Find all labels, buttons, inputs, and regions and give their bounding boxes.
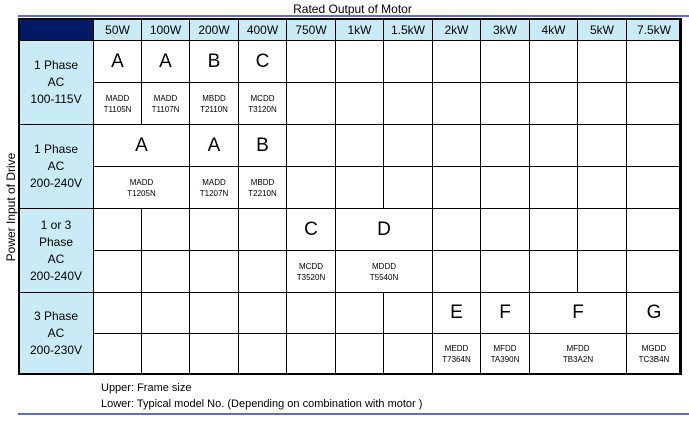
col-header-50w: 50W <box>94 19 142 41</box>
empty-cell <box>190 251 239 293</box>
model-cell: MEDD T7364N <box>433 334 481 375</box>
legend-lower: Lower: Typical model No. (Depending on combination with motor ) <box>101 398 423 410</box>
frame-cell: G <box>627 293 682 334</box>
empty-cell <box>94 251 142 293</box>
corner-cell <box>19 19 94 41</box>
empty-cell <box>433 209 481 251</box>
empty-cell <box>142 293 190 334</box>
empty-cell <box>287 41 336 83</box>
empty-cell <box>578 251 627 293</box>
col-header-5kw: 5kW <box>578 19 627 41</box>
empty-cell <box>336 125 384 167</box>
top-rule <box>18 15 689 17</box>
empty-cell <box>627 41 682 83</box>
model-cell: MBDD T2210N <box>239 167 287 209</box>
selection-table <box>18 18 682 375</box>
empty-cell <box>287 125 336 167</box>
bottom-rule <box>18 413 689 415</box>
empty-cell <box>530 83 578 125</box>
frame-cell: E <box>433 293 481 334</box>
col-header-750w: 750W <box>287 19 336 41</box>
empty-cell <box>94 293 142 334</box>
empty-cell <box>481 209 530 251</box>
empty-cell <box>530 209 578 251</box>
empty-cell <box>384 125 433 167</box>
empty-cell <box>481 41 530 83</box>
frame-cell: F <box>530 293 627 334</box>
empty-cell <box>239 334 287 375</box>
row-header-2: 1 Phase AC 200-240V <box>19 125 94 209</box>
model-cell: MFDD TB3A2N <box>530 334 627 375</box>
col-header-400w: 400W <box>239 19 287 41</box>
model-cell: MGDD TC3B4N <box>627 334 682 375</box>
model-cell: MDDD T5540N <box>336 251 433 293</box>
empty-cell <box>433 125 481 167</box>
empty-cell <box>336 334 384 375</box>
empty-cell <box>578 167 627 209</box>
empty-cell <box>94 334 142 375</box>
model-cell: MCDD T3120N <box>239 83 287 125</box>
model-cell: MADD T1107N <box>142 83 190 125</box>
model-cell: MFDD TA390N <box>481 334 530 375</box>
row-3-frame <box>19 209 682 251</box>
model-cell: MADD T1207N <box>190 167 239 209</box>
empty-cell <box>190 293 239 334</box>
frame-cell: B <box>239 125 287 167</box>
empty-cell <box>142 251 190 293</box>
empty-cell <box>530 167 578 209</box>
empty-cell <box>578 83 627 125</box>
empty-cell <box>190 209 239 251</box>
empty-cell <box>384 83 433 125</box>
chart-title-rated-output: Rated Output of Motor <box>293 2 412 16</box>
col-header-7-5kw: 7.5kW <box>627 19 682 41</box>
empty-cell <box>287 334 336 375</box>
empty-cell <box>384 41 433 83</box>
empty-cell <box>578 41 627 83</box>
row-4-frame <box>19 293 682 334</box>
frame-cell: C <box>239 41 287 83</box>
empty-cell <box>384 334 433 375</box>
row-1-frame <box>19 41 682 83</box>
frame-cell: F <box>481 293 530 334</box>
row-1-model <box>19 83 682 125</box>
row-4-model <box>19 334 682 375</box>
col-header-1kw: 1kW <box>336 19 384 41</box>
empty-cell <box>530 125 578 167</box>
col-header-2kw: 2kW <box>433 19 481 41</box>
empty-cell <box>481 125 530 167</box>
empty-cell <box>336 293 384 334</box>
frame-cell: A <box>94 125 190 167</box>
empty-cell <box>239 293 287 334</box>
empty-cell <box>336 83 384 125</box>
col-header-4kw: 4kW <box>530 19 578 41</box>
empty-cell <box>627 83 682 125</box>
model-cell: MADD T1205N <box>94 167 190 209</box>
frame-cell: A <box>142 41 190 83</box>
frame-cell: B <box>190 41 239 83</box>
legend-upper: Upper: Frame size <box>101 382 192 394</box>
empty-cell <box>578 209 627 251</box>
empty-cell <box>287 293 336 334</box>
empty-cell <box>336 167 384 209</box>
empty-cell <box>384 293 433 334</box>
empty-cell <box>287 167 336 209</box>
empty-cell <box>190 334 239 375</box>
model-cell: MADD T1105N <box>94 83 142 125</box>
header-row <box>19 19 682 41</box>
row-header-4: 3 Phase AC 200-230V <box>19 293 94 375</box>
empty-cell <box>627 251 682 293</box>
empty-cell <box>481 167 530 209</box>
frame-cell: D <box>336 209 433 251</box>
col-header-1-5kw: 1.5kW <box>384 19 433 41</box>
empty-cell <box>142 334 190 375</box>
empty-cell <box>627 209 682 251</box>
col-header-200w: 200W <box>190 19 239 41</box>
row-header-3: 1 or 3 Phase AC 200-240V <box>19 209 94 293</box>
empty-cell <box>142 209 190 251</box>
empty-cell <box>433 251 481 293</box>
model-cell: MBDD T2110N <box>190 83 239 125</box>
row-2-model <box>19 167 682 209</box>
empty-cell <box>578 125 627 167</box>
model-cell: MCDD T3520N <box>287 251 336 293</box>
row-3-model <box>19 251 682 293</box>
empty-cell <box>287 83 336 125</box>
empty-cell <box>433 167 481 209</box>
col-header-100w: 100W <box>142 19 190 41</box>
empty-cell <box>481 83 530 125</box>
empty-cell <box>530 41 578 83</box>
frame-cell: A <box>190 125 239 167</box>
side-title-power-input: Power Input of Drive <box>4 152 18 262</box>
empty-cell <box>94 209 142 251</box>
empty-cell <box>481 251 530 293</box>
empty-cell <box>336 41 384 83</box>
empty-cell <box>384 167 433 209</box>
empty-cell <box>627 125 682 167</box>
empty-cell <box>627 167 682 209</box>
frame-cell: C <box>287 209 336 251</box>
empty-cell <box>239 251 287 293</box>
row-2-frame <box>19 125 682 167</box>
empty-cell <box>239 209 287 251</box>
empty-cell <box>530 251 578 293</box>
frame-cell: A <box>94 41 142 83</box>
empty-cell <box>433 41 481 83</box>
empty-cell <box>433 83 481 125</box>
legend <box>101 380 422 412</box>
col-header-3kw: 3kW <box>481 19 530 41</box>
row-header-1: 1 Phase AC 100-115V <box>19 41 94 125</box>
